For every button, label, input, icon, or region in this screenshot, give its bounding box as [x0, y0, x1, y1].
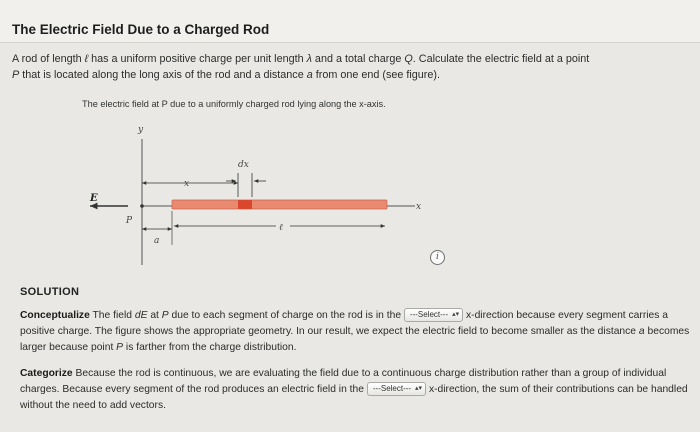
- symbol-p: P: [12, 69, 20, 81]
- direction-select-1-value: ---Select---: [409, 310, 449, 319]
- symbol-ell: ℓ: [84, 53, 89, 65]
- symbol-lambda: λ: [306, 53, 312, 65]
- conceptualize-paragraph: [20, 308, 692, 356]
- conceptualize-text-5: becomes larger because point: [20, 326, 690, 353]
- ell-label: ℓ: [279, 223, 283, 233]
- e-field-label: E: [90, 193, 98, 204]
- conceptualize-text-4: x-direction because every segment carries a positive charge. The figure shows the appropriate geometry. In our result, we expect the electric field to become smaller as the distance: [20, 310, 669, 337]
- x-distance-label: x: [184, 179, 190, 189]
- symbol-a: a: [306, 69, 313, 81]
- charged-rod: [172, 200, 387, 209]
- problem-text-2: has a uniform positive charge per unit length: [88, 53, 307, 65]
- problem-statement: [12, 51, 692, 83]
- page-title: The Electric Field Due to a Charged Rod: [12, 22, 270, 37]
- a-label: a: [154, 236, 160, 246]
- symbol-de: dE: [134, 310, 148, 321]
- symbol-a-2: a: [638, 326, 645, 337]
- y-axis-label: y: [138, 125, 144, 135]
- dx-label: dx: [238, 160, 249, 170]
- symbol-p-3: P: [116, 342, 124, 353]
- categorize-text-2: x-direction, the sum of their contributions can be handled without the need to add vectors.: [20, 384, 688, 411]
- conceptualize-text-3: due to each segment of charge on the rod is in the: [168, 310, 404, 321]
- solution-heading: SOLUTION: [20, 286, 80, 298]
- categorize-label: Categorize: [20, 368, 73, 379]
- rod-segment-dx: [238, 200, 252, 209]
- problem-text-5: that is located along the long axis of the rod and a distance: [19, 69, 307, 81]
- direction-select-2[interactable]: [367, 382, 426, 396]
- symbol-q: Q: [404, 53, 413, 65]
- problem-text-3: and a total charge: [311, 53, 405, 65]
- conceptualize-text-2: at: [147, 310, 162, 321]
- categorize-text-1: Because the rod is continuous, we are evaluating the field due to a continuous charge distribution rather than a group of individual charges. Because every segment of the rod produces an electric field in the: [20, 368, 667, 395]
- select-arrows-icon: ▴▾: [452, 311, 460, 318]
- rod-figure: [80, 117, 440, 267]
- problem-text-4: . Calculate the electric field at a point: [412, 53, 590, 65]
- info-icon[interactable]: i: [430, 250, 445, 265]
- select-arrows-icon: ▴▾: [415, 385, 423, 392]
- problem-text-1: A rod of length: [12, 53, 85, 65]
- title-bar: [0, 0, 700, 43]
- problem-text-6: from one end (see figure).: [312, 69, 440, 81]
- figure-caption: The electric field at P due to a uniformly charged rod lying along the x-axis.: [82, 99, 386, 109]
- direction-select-2-value: ---Select---: [372, 384, 412, 393]
- categorize-paragraph: [20, 366, 692, 414]
- point-p-dot: [140, 204, 144, 208]
- conceptualize-text-6: is farther from the charge distribution.: [123, 342, 297, 353]
- x-axis-label: x: [416, 202, 422, 212]
- direction-select-1[interactable]: [404, 308, 463, 322]
- symbol-p-2: P: [161, 310, 169, 321]
- p-label: P: [126, 216, 133, 226]
- conceptualize-text-1: The field: [89, 310, 135, 321]
- conceptualize-label: Conceptualize: [20, 310, 90, 321]
